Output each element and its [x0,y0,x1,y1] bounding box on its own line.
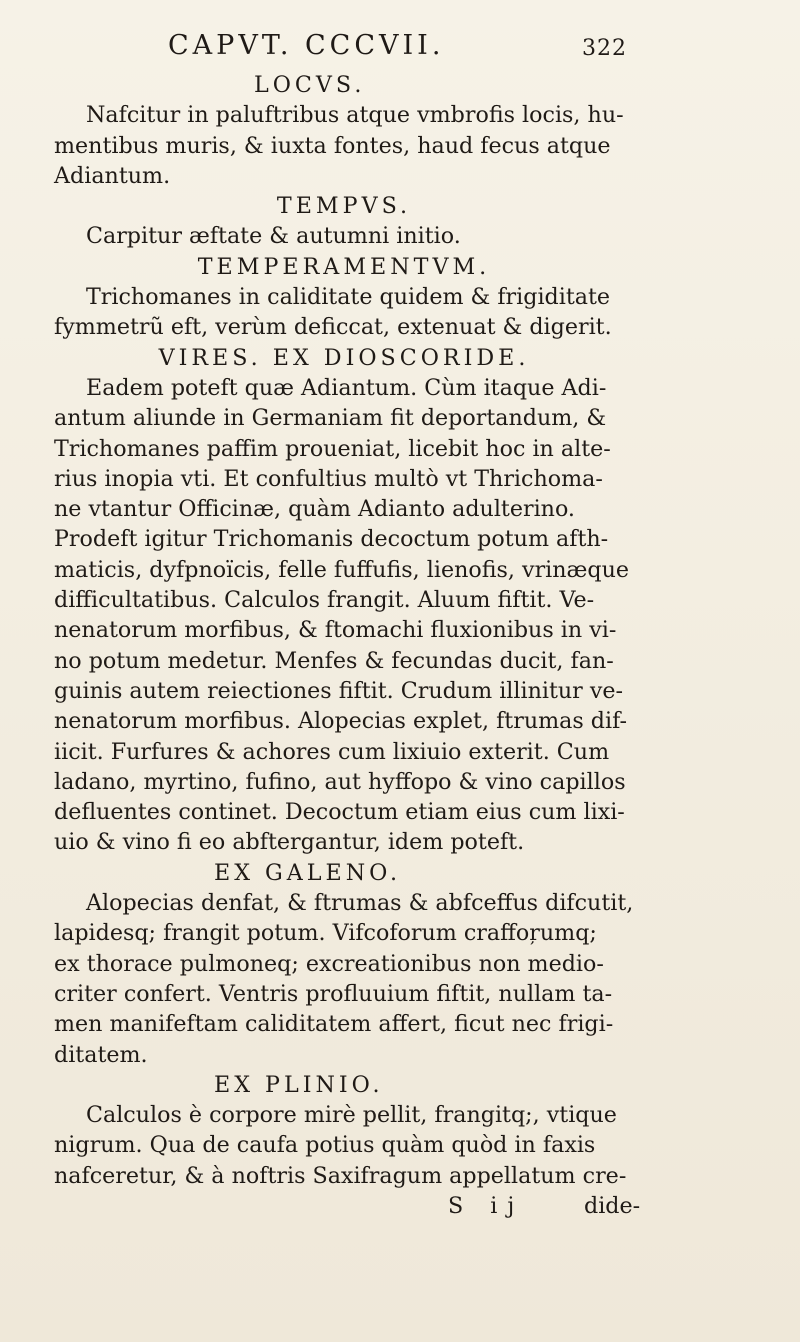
text-line: Eadem poteft quæ Adiantum. Cùm itaque Adi- [86,374,607,401]
text-line: criter confert. Ventris profluuium fiftit, nullam ta- [54,980,613,1007]
section-heading-plinio: EX PLINIO. [214,1071,384,1098]
text-line: uio & vino fi eo abftergantur, idem poteft. [54,829,525,856]
text-line: lapidesq; frangit potum. Vifcoforum craffoŗumq; [54,920,597,947]
text-line: Trichomanes paffim proueniat, licebit hoc in alte- [54,435,611,462]
text-line: Prodeft igitur Trichomanis decoctum potum afth- [54,526,609,553]
text-line: nigrum. Qua de caufa potius quàm quòd in faxis [54,1132,596,1159]
text-line: mentibus muris, & iuxta fontes, haud fecus atque [54,132,611,159]
text-line: nenatorum morfibus. Alopecias explet, ftrumas dif- [54,708,628,735]
text-line: ditatem. [54,1041,148,1068]
text-line: defluentes continet. Decoctum etiam eius cum lixi- [54,799,625,826]
text-line: ex thorace pulmoneq; excreationibus non medio- [54,950,604,977]
signature-line [54,1191,641,1221]
section-heading-vires: VIRES. EX DIOSCORIDE. [158,344,530,371]
section-heading-locus: LOCVS. [254,72,366,98]
text-line: fymmetrũ eft, verùm deficcat, extenuat & digerit. [54,314,612,341]
text-line: antum aliunde in Germaniam fit deportandum, & [54,405,607,432]
text-line: guinis autem reiectiones fiftit. Crudum illinitur ve- [54,677,623,704]
section-heading-galeno: EX GALENO. [214,859,402,886]
text-line: Nafcitur in paluftribus atque vmbrofis locis, hu- [86,102,624,129]
text-line: Carpitur æftate & autumni initio. [86,223,461,250]
text-line: iicit. Furfures & achores cum lixiuio exterit. Cum [54,738,610,765]
catchword: dide- [584,1192,641,1219]
chapter-heading: CAPVT. CCCVII. [168,30,445,61]
text-line: nenatorum morfibus, & ftomachi fluxionibus in vi- [54,617,617,644]
section-heading-temperamentum: TEMPERAMENTVM. [197,253,491,280]
text-line: Alopecias denfat, & ftrumas & abfceffus difcutit, [86,890,634,917]
text-block [54,70,641,1221]
text-line: no potum medetur. Menfes & fecundas ducit, fan- [54,647,614,674]
section-heading-tempus: TEMPVS. [276,193,412,220]
text-line: difficultatibus. Calculos frangit. Aluum fiftit. Ve- [54,587,595,614]
text-line: ladano, myrtino, fufino, aut hyffopo & vino capillos [54,768,626,795]
signature-mark: S ij [448,1192,525,1219]
text-line: men manifeftam caliditatem affert, ficut nec frigi- [54,1011,614,1038]
text-line: Calculos è corpore mirè pellit, frangitq;, vtique [86,1102,617,1129]
text-line: nafceretur, & à noftris Saxifragum appellatum cre- [54,1162,627,1189]
text-line: ne vtantur Officinæ, quàm Adianto adulterino. [54,496,575,523]
text-line: Adiantum. [54,162,171,189]
text-line: Trichomanes in caliditate quidem & frigiditate [86,284,611,311]
text-line: rius inopia vti. Et confultius multò vt Thrichoma- [54,465,603,492]
page-number: 322 [582,36,627,61]
text-line: maticis, dyfpnoïcis, felle fuffufis, lienofis, vrinæque [54,556,630,583]
running-head [0,24,800,64]
